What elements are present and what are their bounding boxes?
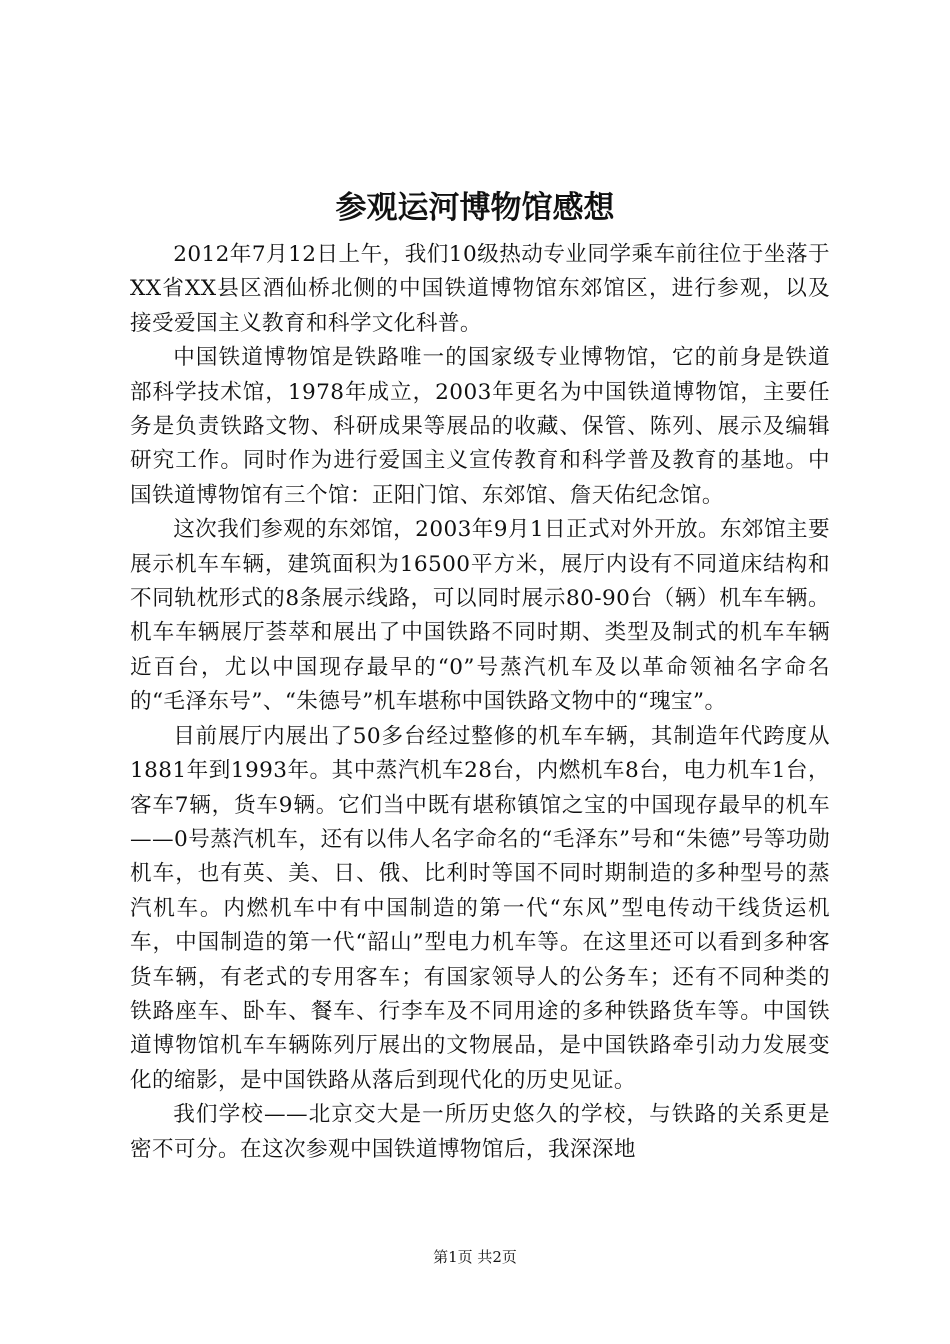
paragraph-4: 目前展厅内展出了50多台经过整修的机车车辆，其制造年代跨度从1881年到1993年。其中蒸汽机车28台，内燃机车8台，电力机车1台，客车7辆，货车9辆。它们当中既有堪称镇馆之宝的中国现存最早的机车——0号蒸汽机车，还有以伟人名字命名的“毛泽东”号和“朱德”号等功勋机车，也有英、美、日、俄、比利时等国不同时期制造的多种型号的蒸汽机车。内燃机车中有中国制造的第一代“东风”型电传动干线货运机车，中国制造的第一代“韶山”型电力机车等。在这里还可以看到多种客货车辆，有老式的专用客车；有国家领导人的公务车；还有不同种类的铁路座车、卧车、餐车、行李车及不同用途的多种铁路货车等。中国铁道博物馆机车车辆陈列厅展出的文物展品，是中国铁路牵引动力发展变化的缩影，是中国铁路从落后到现代化的历史见证。 [130,723,830,1093]
document-title: 参观运河博物馆感想 [335,190,615,226]
paragraph-3: 这次我们参观的东郊馆，2003年9月1日正式对外开放。东郊馆主要展示机车车辆，建筑面积为16500平方米，展厅内设有不同道床结构和不同轨枕形式的8条展示线路，可以同时展示80-90台（辆）机车车辆。机车车辆展厅荟萃和展出了中国铁路不同时期、类型及制式的机车车辆近百台，尤以中国现存最早的“0”号蒸汽机车及以革命领袖名字命名的“毛泽东号”、“朱德号”机车堪称中国铁路文物中的“瑰宝”。 [130,517,830,715]
paragraph-5: 我们学校——北京交大是一所历史悠久的学校，与铁路的关系更是密不可分。在这次参观中国铁道博物馆后，我深深地 [130,1102,830,1162]
paragraph-2: 中国铁道博物馆是铁路唯一的国家级专业博物馆，它的前身是铁道部科学技术馆，1978年成立，2003年更名为中国铁道博物馆，主要任务是负责铁路文物、科研成果等展品的收藏、保管、陈列、展示及编辑研究工作。同时作为进行爱国主义宣传教育和科学普及教育的基地。中国铁道博物馆有三个馆：正阳门馆、东郊馆、詹天佑纪念馆。 [130,345,830,508]
document-body [130,238,830,1167]
paragraph-1: 2012年7月12日上午，我们10级热动专业同学乘车前往位于坐落于XX省XX县区酒仙桥北侧的中国铁道博物馆东郊馆区，进行参观，以及接受爱国主义教育和科学文化科普。 [130,242,830,336]
page-number-footer: 第1页 共2页 [433,1248,517,1266]
